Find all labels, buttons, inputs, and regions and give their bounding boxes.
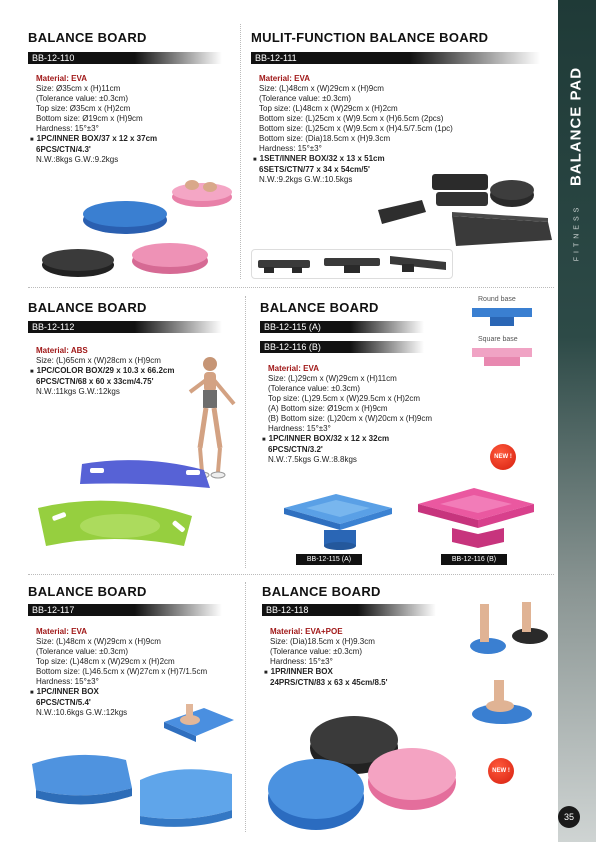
spec-block: Material: ABS Size: (L)65cm x (W)28cm x (H)9cm ■ 1PC/COLOR BOX/29 x 10.3 x 66.2cm 6PCS/CTN/68 x 60 x 33cm/4.75' N.W.:11kgs G.W.:12kgs [36,346,174,397]
spec-block: Material: EVA Size: (L)29cm x (W)29cm x (H)11cm (Tolerance value: ±0.3cm) Top size: (L)29.5cm x (W)29.5cm x (H)2cm (A) Bottom size: Ø19cm x (H)9cm (B) Bottom size: (L)20cm x (W)20cm x (H)9cm Hardness: 15°±3° ■ 1PC/INNER BOX/32 x 12 x 32cm 6PCS/CTN/3.2' N.W.:7.5kgs G.W.:8.8kgs [268,364,432,465]
feet-on-pads-photo [466,600,554,662]
divider [245,582,246,832]
divider [245,296,246,568]
board-variants-image [252,250,452,278]
variant-label-b: BB-12-116 (B) [441,554,507,565]
square-base-icon [470,346,534,368]
product-image-eva-boards [28,740,238,832]
product-code-b: BB-12-116 (B) [260,341,424,353]
spec-block: Material: EVA Size: (L)48cm x (W)29cm x (H)9cm (Tolerance value: ±0.3cm) Top size: (L)48cm x (W)29cm x (H)2cm Bottom size: (L)46.5cm x (W)27cm x (H)7/1.5cm Hardness: 15°±3° ■ 1PC/INNER BOX 6PCS/CTN/5.4' N.W.:10.6kgs G.W.:12kgs [36,627,207,718]
product-code: BB-12-110 [28,52,222,64]
divider [28,287,554,288]
product-title: BALANCE BOARD [262,584,381,599]
product-code-a: BB-12-115 (A) [260,321,424,333]
product-image-dome-pads [264,698,460,836]
product-image-round-base-board [276,490,396,552]
product-image-square-base-board [412,486,540,552]
product-code: BB-12-111 [251,52,540,64]
product-title: BALANCE BOARD [28,584,147,599]
variants-strip [251,249,453,279]
round-base-caption: Round base [478,296,516,303]
square-base-caption: Square base [478,336,518,343]
spec-block: Material: EVA Size: Ø35cm x (H)11cm (Tolerance value: ±0.3cm) Top size: Ø35cm x (H)2cm Bottom size: Ø19cm x (H)9cm Hardness: 15°±3° ■ 1PC/INNER BOX/37 x 12 x 37cm 6PCS/CTN/4.3' N.W.:8kgs G.W.:9.2kgs [36,74,157,165]
product-image-balance-boards [30,165,240,283]
spec-block: Material: EVA+POE Size: (Dia)18.5cm x (H)9.3cm (Tolerance value: ±0.3cm) Hardness: 15°±3° ■ 1PR/INNER BOX 24PRS/CTN/83 x 63 x 45cm/8.5' [270,627,388,688]
product-image-abs-boards [34,452,234,570]
sidebar-title: BALANCE PAD [567,66,585,187]
spec-block: Material: EVA Size: (L)48cm x (W)29cm x (H)9cm (Tolerance value: ±0.3cm) Top size: (L)48cm x (W)29cm x (H)2cm Bottom size: (L)25cm x (W)9.5cm x (H)6.5cm (2pcs) Bottom size: (L)25cm x (W)9.5cm x (H)4.5/7.5cm (1pc) Bottom size: (Dia)18.5cm x (H)9.3cm Hardness: 15°±3° ■ 1SET/INNER BOX/32 x 13 x 51cm 6SETS/CTN/77 x 34 x 54cm/5' N.W.:9.2kgs G.W.:10.5kgs [259,74,453,185]
product-code: BB-12-117 [28,604,222,616]
new-badge: NEW ! [488,758,514,784]
product-code: BB-12-112 [28,321,222,333]
product-image-multi-board [372,170,558,254]
product-code: BB-12-118 [262,604,436,616]
round-base-icon [470,306,534,328]
product-title: BALANCE BOARD [28,30,147,45]
divider [240,24,241,279]
foot-on-pad-photo [460,678,540,730]
page-number: 35 [558,806,580,828]
sidebar-subtitle: FITNESS [573,203,581,262]
divider [28,574,554,575]
new-badge: NEW ! [490,444,516,470]
variant-label-a: BB-12-115 (A) [296,554,362,565]
product-title: BALANCE BOARD [260,300,379,315]
product-title: BALANCE BOARD [28,300,147,315]
product-title: MULIT-FUNCTION BALANCE BOARD [251,30,489,45]
